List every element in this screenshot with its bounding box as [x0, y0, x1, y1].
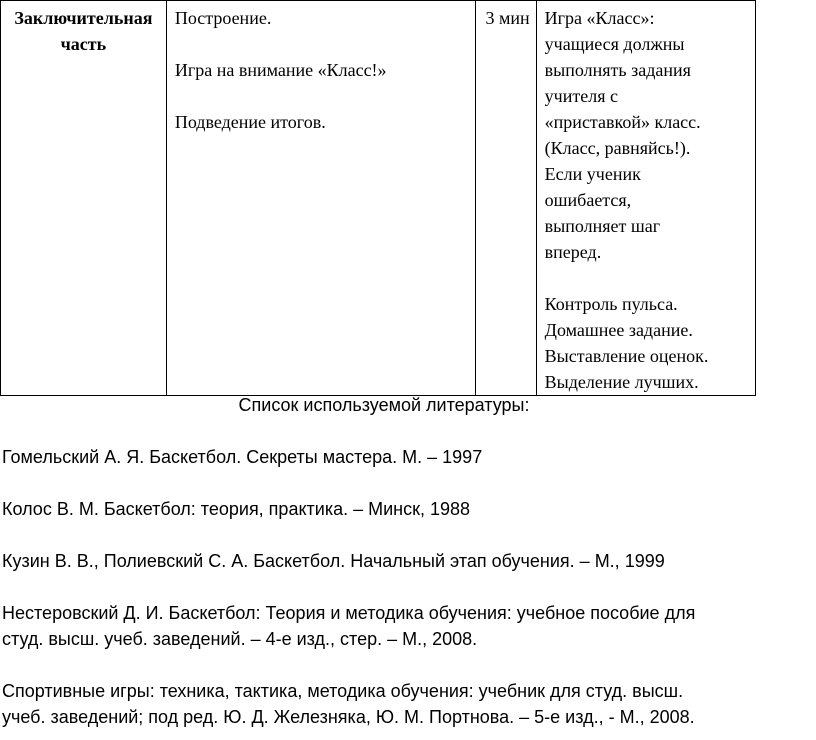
content-item: Подведение итогов. — [174, 112, 326, 132]
lesson-part-cell — [1, 1, 167, 396]
content-spacer — [175, 31, 469, 57]
literature-item — [0, 444, 802, 470]
literature-item — [0, 548, 802, 574]
lesson-part-label: Заключительная часть — [14, 8, 153, 54]
lesson-duration: 3 мин — [485, 8, 530, 28]
literature-item — [0, 600, 802, 652]
literature-list — [0, 444, 816, 730]
literature-item-line: Нестеровский Д. И. Баскетбол: Теория и методика обучения: учебное пособие для — [2, 603, 696, 623]
notes-line: выполняет шаг — [544, 216, 661, 236]
notes-line: учащиеся должны — [544, 34, 685, 54]
notes-line: Игра «Класс»: — [544, 8, 655, 28]
notes-line: Контроль пульса. — [544, 294, 678, 314]
lesson-notes-cell — [536, 1, 755, 396]
notes-line: (Класс, равняйсь!). — [544, 138, 691, 158]
literature-item — [0, 678, 802, 730]
literature-item-line: студ. высш. учеб. заведений. – 4-е изд., стер. – М., 2008. — [2, 629, 478, 649]
notes-line: «приставкой» класс. — [544, 112, 701, 132]
lesson-content-cell — [166, 1, 475, 396]
content-item: Построение. — [174, 8, 272, 28]
notes-spacer — [545, 265, 749, 291]
literature-title: Список используемой литературы: — [238, 395, 530, 415]
content-item: Игра на внимание «Класс!» — [174, 60, 387, 80]
notes-list — [545, 5, 749, 395]
lesson-table — [0, 0, 756, 396]
literature-item-line: Спортивные игры: техника, тактика, методика обучения: учебник для студ. высш. — [2, 681, 684, 701]
notes-line: выполнять задания — [544, 60, 691, 80]
table-row — [1, 1, 756, 396]
notes-line: Если ученик — [544, 164, 641, 184]
notes-line: Выделение лучших. — [544, 372, 699, 392]
literature-item-line: Колос В. М. Баскетбол: теория, практика. – Минск, 1988 — [2, 499, 471, 519]
content-spacer — [175, 83, 469, 109]
notes-line: Домашнее задание. — [544, 320, 693, 340]
notes-line: вперед. — [544, 242, 602, 262]
notes-line: Выставление оценок. — [544, 346, 709, 366]
notes-line: ошибается, — [544, 190, 632, 210]
lesson-time-cell — [475, 1, 536, 396]
literature-item-line: Гомельский А. Я. Баскетбол. Секреты мастера. М. – 1997 — [2, 447, 483, 467]
literature-section — [0, 392, 816, 730]
literature-item-line: Кузин В. В., Полиевский С. А. Баскетбол. Начальный этап обучения. – М., 1999 — [2, 551, 665, 571]
literature-item — [0, 496, 802, 522]
notes-line: учителя с — [544, 86, 618, 106]
literature-item-line: учеб. заведений; под ред. Ю. Д. Железняка, Ю. М. Портнова. – 5-е изд., - М., 2008. — [2, 707, 695, 727]
